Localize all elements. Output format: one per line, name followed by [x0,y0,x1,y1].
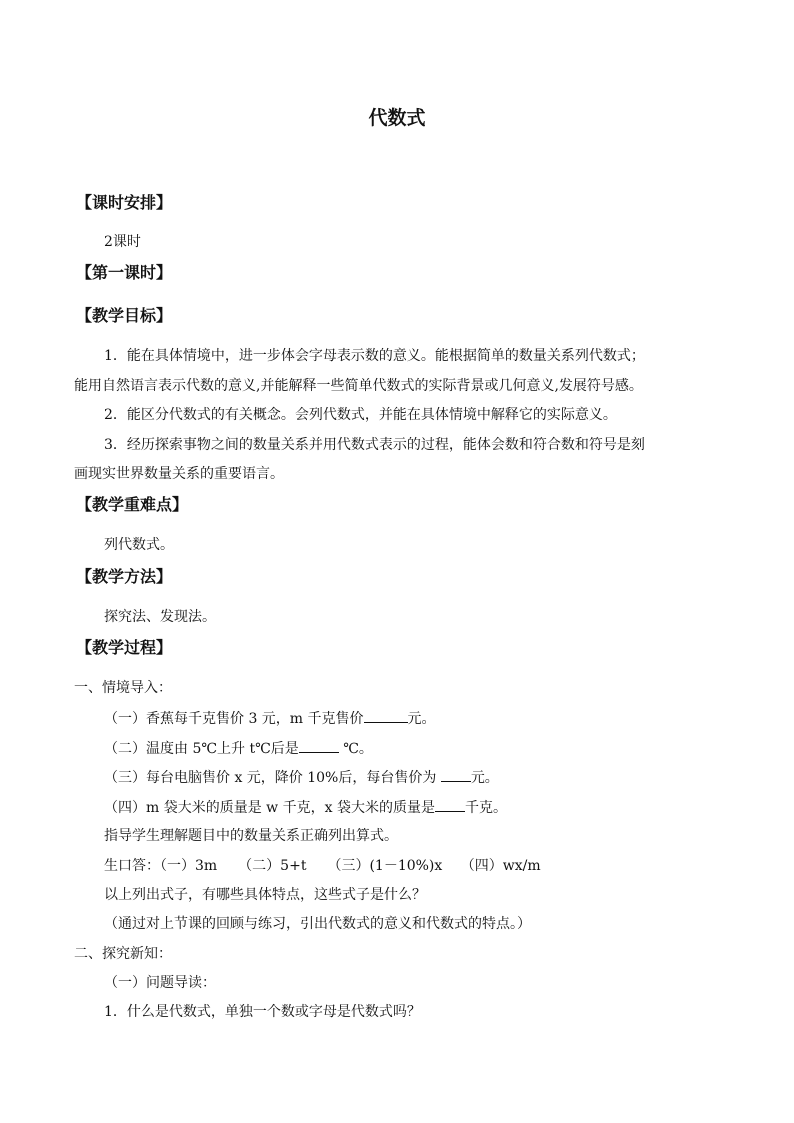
subsection-1-title: （一）问题导读： [104,975,216,991]
goal-3-line-1: 3．经历探索事物之间的数量关系并用代数式表示的过程，能体会数和符合数和符号是刻 [104,437,645,453]
question-3-text: （三）每台电脑售价 x 元，降价 10%后，每台售价为 [104,770,441,786]
schedule-text: 2课时 [104,234,141,250]
question-2-text: （二）温度由 5℃上升 t℃后是 [104,741,299,757]
question-4-unit: 千克。 [464,800,507,816]
answer-blank [364,708,408,723]
goal-2: 2．能区分代数式的有关概念。会列代数式，并能在具体情境中解释它的实际意义。 [104,407,617,423]
heading-process: 【教学过程】 [76,638,173,657]
question-3-unit: 元。 [470,770,499,786]
question-3 [104,767,499,788]
answer-text: 生口答：（一）3m （二）5+t （三）(1－10%)x （四）wx/m [104,858,541,874]
heading-goals: 【教学目标】 [76,306,173,325]
goal-1-line-1: 1．能在具体情境中，进一步体会字母表示数的意义。能根据简单的数量关系列代数式； [104,348,645,364]
part-1-title: 一、情境导入： [74,680,172,696]
goal-3-line-2: 画现实世界数量关系的重要语言。 [74,466,284,482]
question-text: 以上列出式子，有哪些具体特点，这些式子是什么？ [104,887,426,903]
question-2-unit: ℃。 [338,741,373,757]
answer-blank [441,767,471,782]
subsection-1-question-1: 1．什么是代数式，单独一个数或字母是代数式吗？ [104,1004,421,1020]
heading-lesson1: 【第一课时】 [76,263,173,282]
question-2 [104,738,373,759]
heading-method: 【教学方法】 [76,567,173,586]
page-title: 代数式 [368,107,426,129]
question-1-text: （一）香蕉每千克售价 3 元，m 千克售价 [104,711,364,727]
answer-blank [299,738,339,753]
question-1-unit: 元。 [407,711,436,727]
method-text: 探究法、发现法。 [104,609,216,625]
note-text: （通过对上节课的回顾与练习，引出代数式的意义和代数式的特点。） [104,916,531,932]
heading-key-points: 【教学重难点】 [76,495,189,514]
key-points-text: 列代数式。 [104,537,174,553]
heading-schedule: 【课时安排】 [76,193,173,212]
guide-text: 指导学生理解题目中的数量关系正确列出算式。 [104,828,398,844]
question-4-text: （四）m 袋大米的质量是 w 千克，x 袋大米的质量是 [104,800,435,816]
question-1 [104,708,436,729]
question-4 [104,797,507,818]
answer-blank [435,797,465,812]
part-2-title: 二、探究新知： [74,946,172,962]
goal-1-line-2: 能用自然语言表示代数的意义,并能解释一些简单代数式的实际背景或几何意义,发展符号感。 [74,378,643,394]
